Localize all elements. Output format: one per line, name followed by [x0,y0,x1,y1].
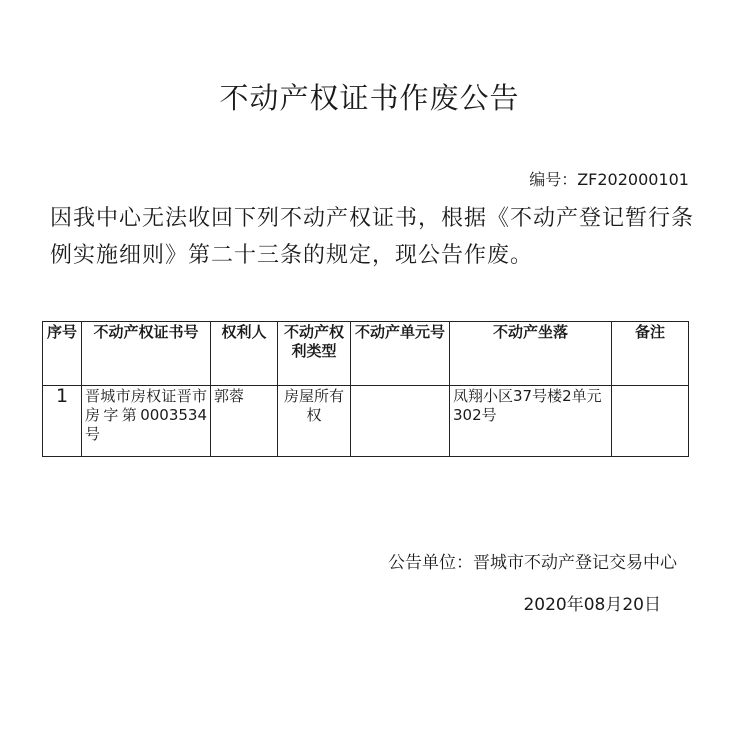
header-right-type: 不动产权利类型 [278,322,351,386]
announcement-paragraph: 因我中心无法收回下列不动产权证书，根据《不动产登记暂行条例实施细则》第二十三条的规定，现公告作废。 [50,206,695,268]
certificate-table [42,321,689,457]
cell-right-type: 房屋所有权 [278,386,351,457]
header-seq: 序号 [43,322,82,386]
header-remark: 备注 [612,322,689,386]
header-holder: 权利人 [211,322,278,386]
header-cert-no: 不动产权证书号 [82,322,211,386]
cell-remark [612,386,689,457]
header-unit-no: 不动产单元号 [351,322,450,386]
document-number: 编号：ZF202000101 [529,170,689,189]
header-location: 不动产坐落 [450,322,612,386]
table-row [43,386,689,457]
cell-holder: 郭蓉 [211,386,278,457]
announcement-date: 2020年08月20日 [523,595,661,615]
issuer-line: 公告单位：晋城市不动产登记交易中心 [388,553,677,573]
cell-seq: 1 [43,386,82,457]
cell-unit-no [351,386,450,457]
cell-location: 凤翔小区37号楼2单元302号 [450,386,612,457]
cell-cert-no: 晋城市房权证晋市房字第0003534号 [82,386,211,457]
page-title: 不动产权证书作废公告 [219,81,520,115]
table-header-row [43,322,689,386]
